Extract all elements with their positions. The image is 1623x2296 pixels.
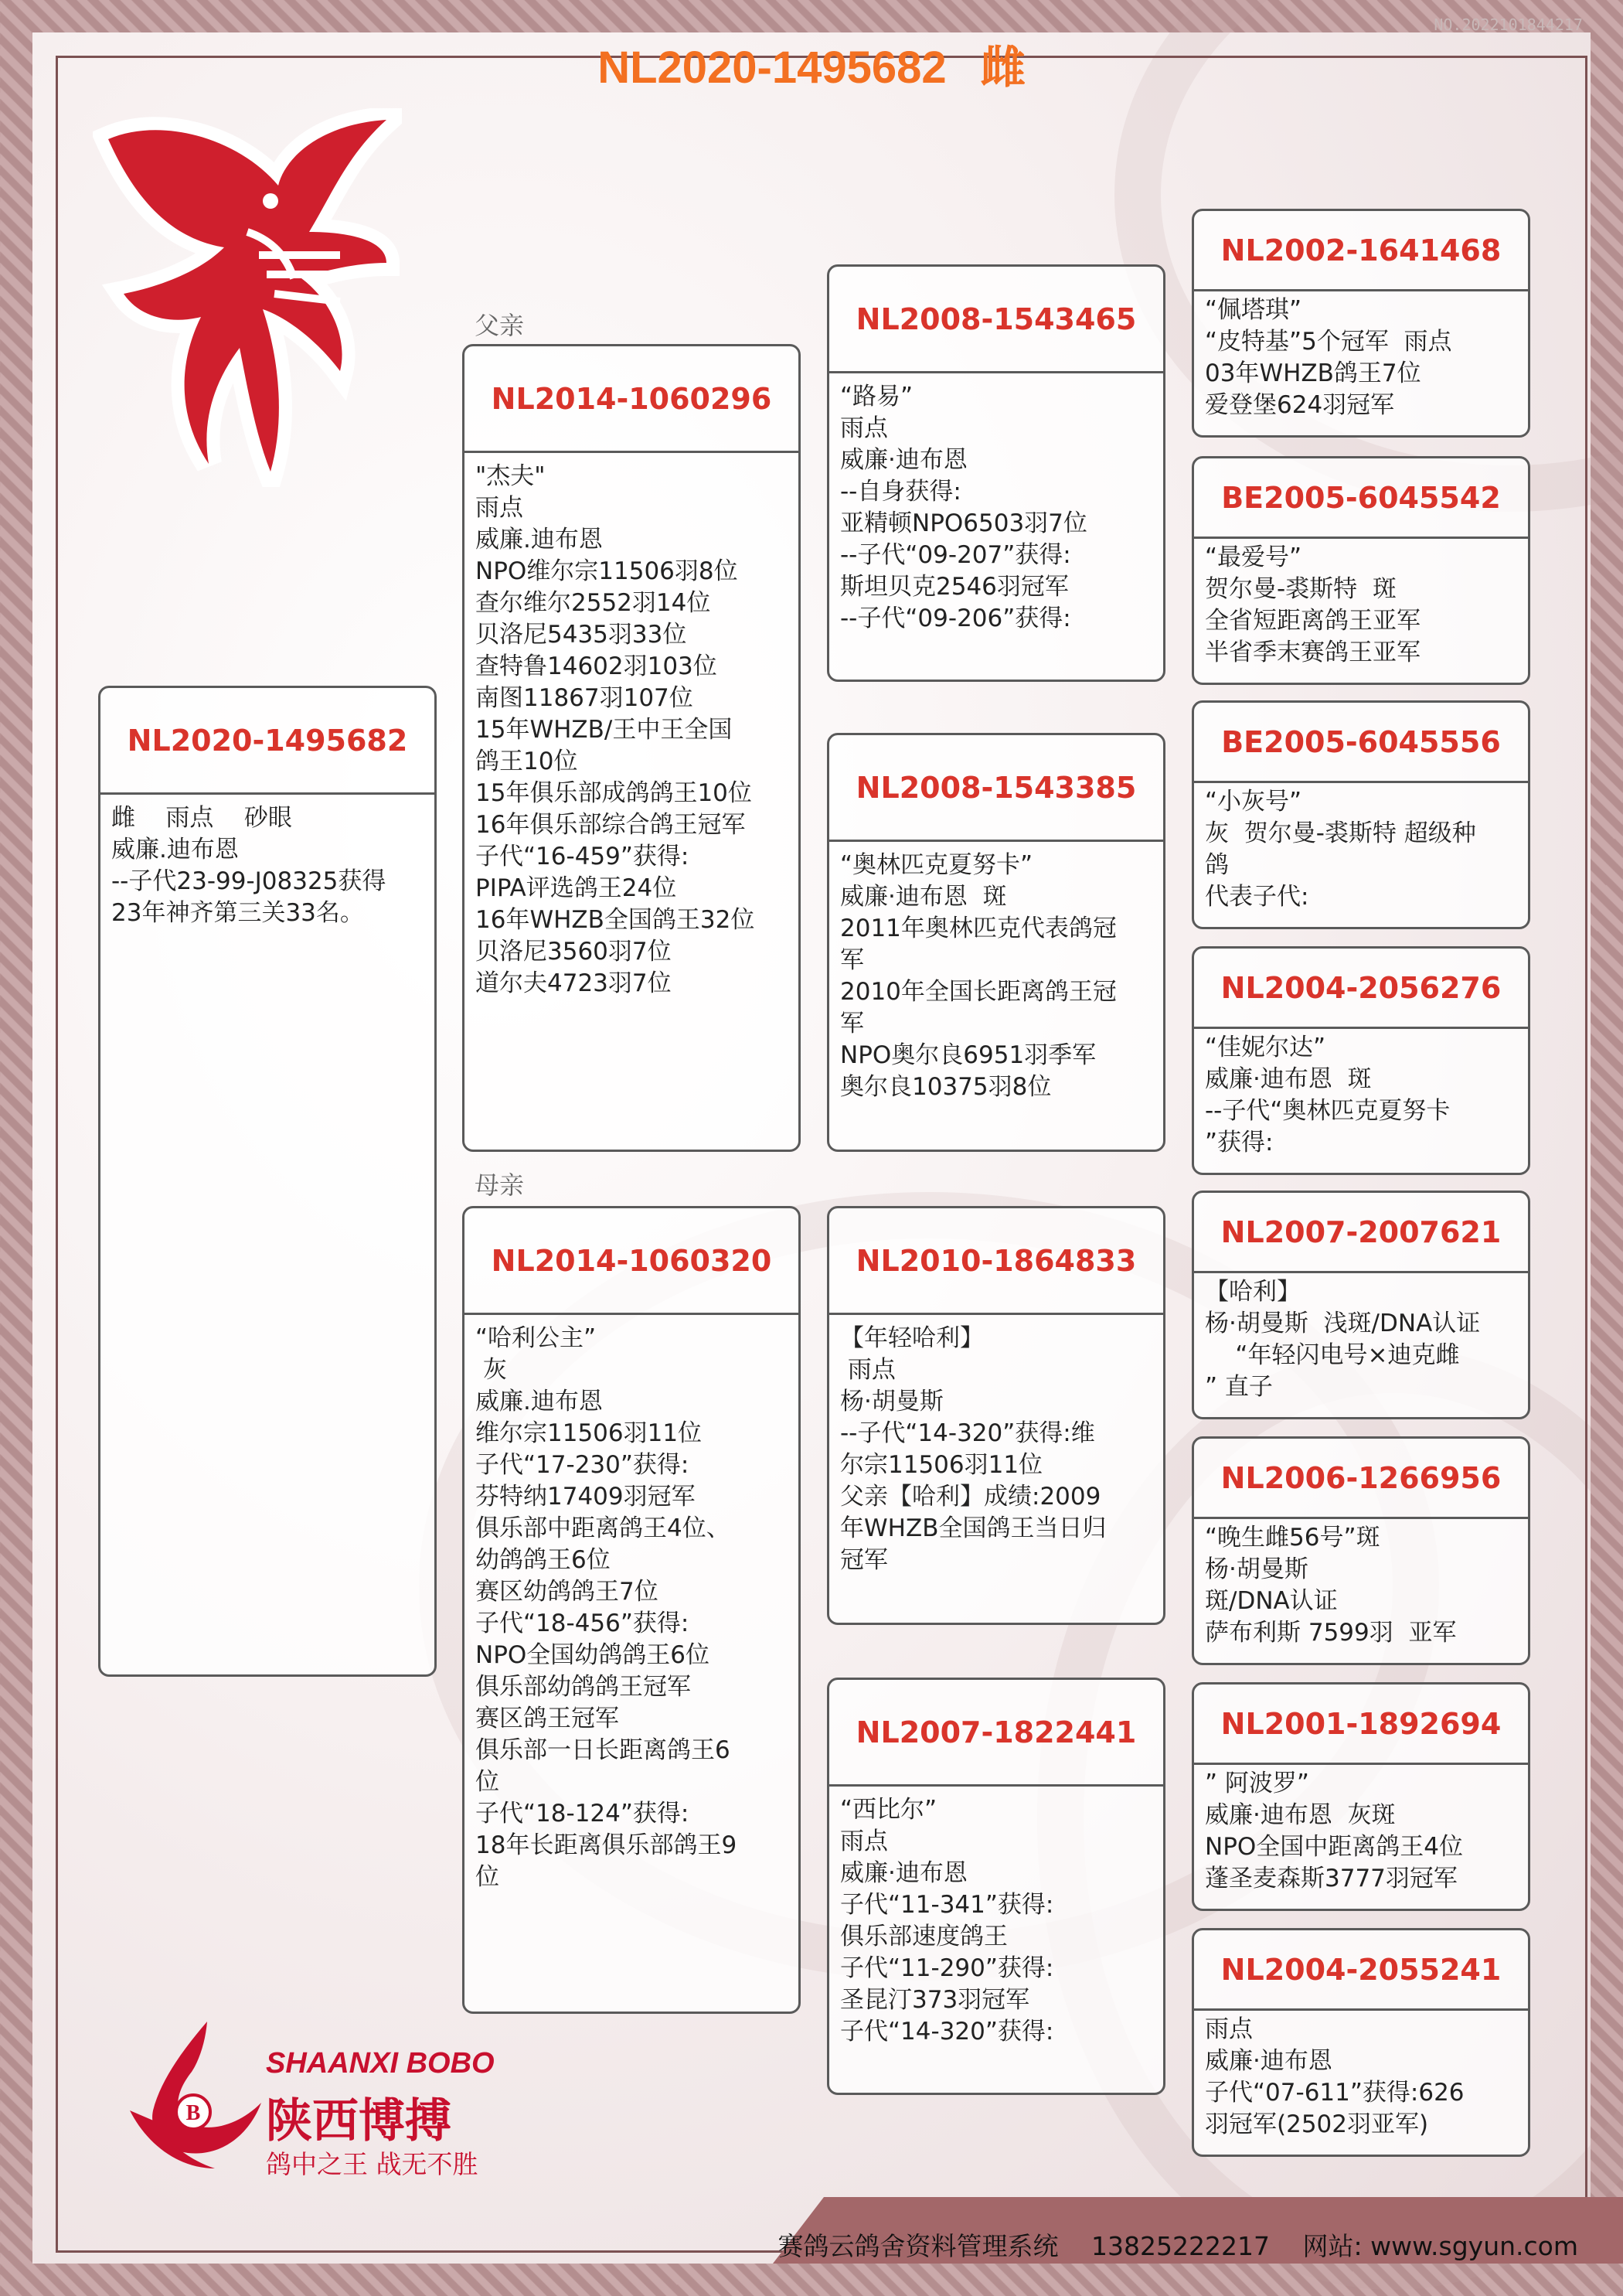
great-grandparent-ring: NL2006-1266956 — [1220, 1460, 1502, 1495]
grandparent-line: 冠军 — [840, 1546, 888, 1574]
grandparent-line: 雨点 — [840, 414, 888, 442]
grandparent-line: 子代“14-320”获得: — [840, 2018, 1054, 2046]
document-number: NO.2022101844217 — [1434, 15, 1583, 34]
subject-line: 23年神齐第三关33名。 — [111, 899, 364, 927]
sire-line: 雨点 — [475, 494, 523, 522]
page-title — [0, 31, 1623, 96]
great-grandparent-line: 贺尔曼-裘斯特 斑 — [1205, 575, 1397, 603]
subject-card — [98, 686, 437, 1677]
grandparent-line: 威廉·迪布恩 斑 — [840, 883, 1007, 911]
great-grandparent-card — [1192, 1928, 1530, 2157]
brand-chinese-name: 陕西博搏 — [266, 2094, 451, 2148]
grandparent-line: --子代“09-207”获得: — [840, 541, 1071, 569]
grandparent-ring: NL2008-1543385 — [856, 770, 1137, 805]
great-grandparent-ring: BE2005-6045542 — [1221, 480, 1501, 515]
sire-line: PIPA评选鸽王24位 — [475, 874, 677, 902]
grandparent-line: --子代“09-206”获得: — [840, 605, 1071, 632]
footer — [754, 2226, 1578, 2263]
great-grandparent-card — [1192, 1436, 1530, 1665]
great-grandparent-line: ”获得: — [1205, 1129, 1274, 1157]
grandparent-line: --子代“14-320”获得:维 — [840, 1419, 1095, 1447]
great-grandparent-line: “最爱号” — [1205, 543, 1302, 571]
dam-line: 幼鸽鸽王6位 — [475, 1546, 611, 1574]
grandparent-line: 年WHZB全国鸽王当日归 — [840, 1514, 1107, 1542]
grandparent-line: 威廉·迪布恩 — [840, 1859, 968, 1887]
great-grandparent-ring: BE2005-6045556 — [1221, 724, 1501, 759]
great-grandparent-ring: NL2004-2055241 — [1220, 1952, 1502, 1987]
dam-line: 俱乐部中距离鸽王4位、 — [475, 1514, 730, 1542]
sire-line: NPO维尔宗11506羽8位 — [475, 557, 738, 585]
great-grandparent-line: 雨点 — [1205, 2015, 1253, 2043]
grandparent-card — [827, 264, 1165, 682]
great-grandparent-line: “小灰号” — [1205, 788, 1302, 816]
dam-line: 俱乐部一日长距离鸽王6 — [475, 1736, 730, 1764]
sire-line: 威廉.迪布恩 — [475, 526, 603, 554]
sire-ring: NL2014-1060296 — [491, 381, 772, 416]
dam-line: 俱乐部幼鸽鸽王冠军 — [475, 1673, 691, 1701]
dam-line: 维尔宗11506羽11位 — [475, 1419, 703, 1447]
sire-line: 查特鲁14602羽103位 — [475, 652, 717, 680]
dam-line: 子代“17-230”获得: — [475, 1451, 689, 1479]
great-grandparent-ring: NL2007-2007621 — [1220, 1214, 1502, 1249]
dam-line: 子代“18-124”获得: — [475, 1800, 689, 1828]
great-grandparent-line: 杨·胡曼斯 浅斑/DNA认证 — [1205, 1310, 1481, 1337]
great-grandparent-line: 爱登堡624羽冠军 — [1205, 391, 1395, 419]
dam-line: 芬特纳17409羽冠军 — [475, 1483, 696, 1511]
dam-line: 位 — [475, 1863, 499, 1891]
dam-line: NPO全国幼鸽鸽王6位 — [475, 1641, 710, 1669]
great-grandparent-line: 威廉·迪布恩 斑 — [1205, 1065, 1372, 1093]
grandparent-line: 威廉·迪布恩 — [840, 446, 968, 474]
grandparent-line: 尔宗11506羽11位 — [840, 1451, 1043, 1479]
great-grandparent-line: 代表子代: — [1205, 883, 1309, 911]
great-grandparent-card — [1192, 700, 1530, 929]
great-grandparent-line: “晚生雌56号”斑 — [1205, 1524, 1380, 1552]
grandparent-card — [827, 733, 1165, 1152]
great-grandparent-line: 萨布利斯 7599羽 亚军 — [1205, 1619, 1457, 1647]
dam-line: 赛区幼鸽鸽王7位 — [475, 1578, 658, 1606]
great-grandparent-card — [1192, 946, 1530, 1175]
dam-line: “哈利公主” — [475, 1324, 597, 1352]
dam-line: 灰 — [475, 1356, 507, 1384]
footer-system-name: 赛鸽云鸽舍资料管理系统 — [777, 2231, 1059, 2261]
title-ring-number: NL2020-1495682 — [597, 43, 947, 93]
great-grandparent-line: --子代“奥林匹克夏努卡 — [1205, 1097, 1451, 1125]
great-grandparent-line: “佩塔琪” — [1205, 296, 1302, 324]
grandparent-ring: NL2010-1864833 — [856, 1243, 1137, 1278]
great-grandparent-line: ” 直子 — [1205, 1373, 1273, 1401]
grandparent-line: 亚精顿NPO6503羽7位 — [840, 509, 1087, 537]
great-grandparent-line: 威廉·迪布恩 — [1205, 2047, 1332, 2075]
sire-line: "杰夫" — [475, 462, 546, 490]
great-grandparent-line: 半省季末赛鸽王亚军 — [1205, 639, 1421, 666]
grandparent-line: 2010年全国长距离鸽王冠 — [840, 978, 1117, 1006]
great-grandparent-line: 威廉·迪布恩 灰斑 — [1205, 1801, 1396, 1829]
sire-line: 15年俱乐部成鸽鸽王10位 — [475, 779, 752, 807]
sire-line: 贝洛尼5435羽33位 — [475, 621, 687, 649]
grandparent-line: NPO奥尔良6951羽季军 — [840, 1041, 1097, 1069]
sire-line: 16年俱乐部综合鸽王冠军 — [475, 811, 746, 839]
mother-label: 母亲 — [475, 1170, 525, 1200]
brand-english-name: SHAANXI BOBO — [266, 2047, 495, 2080]
grandparent-line: 子代“11-341”获得: — [840, 1891, 1054, 1919]
dam-ring: NL2014-1060320 — [491, 1243, 772, 1278]
grandparent-card — [827, 1206, 1165, 1625]
sire-line: 贝洛尼3560羽7位 — [475, 938, 672, 966]
great-grandparent-line: 【哈利】 — [1205, 1278, 1301, 1306]
father-label: 父亲 — [475, 311, 525, 340]
footer-phone: 13825222217 — [1091, 2231, 1270, 2261]
great-grandparent-line: “皮特基”5个冠军 雨点 — [1205, 328, 1452, 356]
sire-line: 南图11867羽107位 — [475, 684, 693, 712]
subject-ring: NL2020-1495682 — [127, 723, 408, 758]
grandparent-line: 雨点 — [840, 1828, 888, 1855]
sire-line: 道尔夫4723羽7位 — [475, 969, 672, 997]
dam-line: 子代“18-456”获得: — [475, 1610, 689, 1637]
grandparent-line: “奥林匹克夏努卡” — [840, 851, 1033, 879]
great-grandparent-line: “年轻闪电号×迪克雌 — [1205, 1341, 1460, 1369]
great-grandparent-ring: NL2001-1892694 — [1220, 1706, 1502, 1741]
great-grandparent-line: 灰 贺尔曼-裘斯特 超级种 — [1205, 819, 1476, 847]
grandparent-card — [827, 1678, 1165, 2095]
grandparent-line: 父亲【哈利】成绩:2009 — [840, 1483, 1101, 1511]
phoenix-logo-icon — [93, 108, 402, 487]
subject-line: 雌 雨点 砂眼 — [111, 804, 292, 832]
sire-line: 15年WHZB/王中王全国 — [475, 716, 733, 744]
grandparent-line: “西比尔” — [840, 1796, 937, 1824]
brand-badge-letter: B — [185, 2101, 201, 2125]
great-grandparent-line: 斑/DNA认证 — [1205, 1587, 1338, 1615]
grandparent-line: 子代“11-290”获得: — [840, 1954, 1054, 1982]
great-grandparent-card — [1192, 1682, 1530, 1911]
sire-card — [462, 344, 801, 1152]
great-grandparent-card — [1192, 456, 1530, 685]
great-grandparent-line: 杨·胡曼斯 — [1205, 1555, 1308, 1583]
grandparent-line: 圣昆汀373羽冠军 — [840, 1986, 1030, 2014]
dam-card — [462, 1206, 801, 2014]
great-grandparent-line: NPO全国中距离鸽王4位 — [1205, 1833, 1464, 1861]
grandparent-line: 2011年奥林匹克代表鸽冠 — [840, 915, 1117, 942]
dam-line: 威廉.迪布恩 — [475, 1388, 603, 1415]
grandparent-line: --自身获得: — [840, 478, 961, 506]
great-grandparent-card — [1192, 1191, 1530, 1419]
great-grandparent-ring: NL2002-1641468 — [1220, 233, 1502, 267]
grandparent-ring: NL2007-1822441 — [856, 1715, 1137, 1749]
sire-line: 查尔维尔2552羽14位 — [475, 589, 711, 617]
great-grandparent-line: 鸽 — [1205, 851, 1229, 879]
grandparent-line: 雨点 — [840, 1356, 896, 1384]
grandparent-line: 俱乐部速度鸽王 — [840, 1923, 1008, 1950]
dam-line: 赛区鸽王冠军 — [475, 1705, 619, 1732]
great-grandparent-line: 蓬圣麦森斯3777羽冠军 — [1205, 1865, 1458, 1892]
great-grandparent-line: 子代“07-611”获得:626 — [1205, 2079, 1465, 2107]
great-grandparent-line: “佳妮尔达” — [1205, 1034, 1326, 1061]
grandparent-ring: NL2008-1543465 — [856, 301, 1137, 336]
brand-slogan: 鸽中之王 战无不胜 — [266, 2149, 478, 2179]
sire-line: 子代“16-459”获得: — [475, 843, 689, 870]
dam-line: 18年长距离俱乐部鸽王9 — [475, 1831, 737, 1859]
grandparent-line: 【年轻哈利】 — [840, 1324, 984, 1352]
grandparent-line: “路易” — [840, 383, 914, 410]
great-grandparent-line: 03年WHZB鸽王7位 — [1205, 359, 1421, 387]
sire-line: 鸽王10位 — [475, 748, 578, 775]
subject-line: --子代23-99-J08325获得 — [111, 867, 386, 895]
grandparent-line: 斯坦贝克2546羽冠军 — [840, 573, 1069, 601]
sire-line: 16年WHZB全国鸽王32位 — [475, 906, 755, 934]
brand-bird-icon — [114, 2018, 269, 2172]
great-grandparent-card — [1192, 209, 1530, 438]
grandparent-line: 奥尔良10375羽8位 — [840, 1073, 1052, 1101]
grandparent-line: 军 — [840, 946, 864, 974]
title-sex: 雌 — [980, 43, 1026, 93]
dam-line: 位 — [475, 1768, 499, 1796]
great-grandparent-ring: NL2004-2056276 — [1220, 970, 1502, 1005]
great-grandparent-line: ” 阿波罗” — [1205, 1770, 1309, 1797]
great-grandparent-line: 全省短距离鸽王亚军 — [1205, 607, 1421, 635]
subject-line: 威廉.迪布恩 — [111, 836, 239, 864]
grandparent-line: 军 — [840, 1010, 864, 1037]
great-grandparent-line: 羽冠军(2502羽亚军) — [1205, 2110, 1429, 2138]
footer-website[interactable]: 网站: www.sgyun.com — [1302, 2231, 1578, 2261]
grandparent-line: 杨·胡曼斯 — [840, 1388, 944, 1415]
